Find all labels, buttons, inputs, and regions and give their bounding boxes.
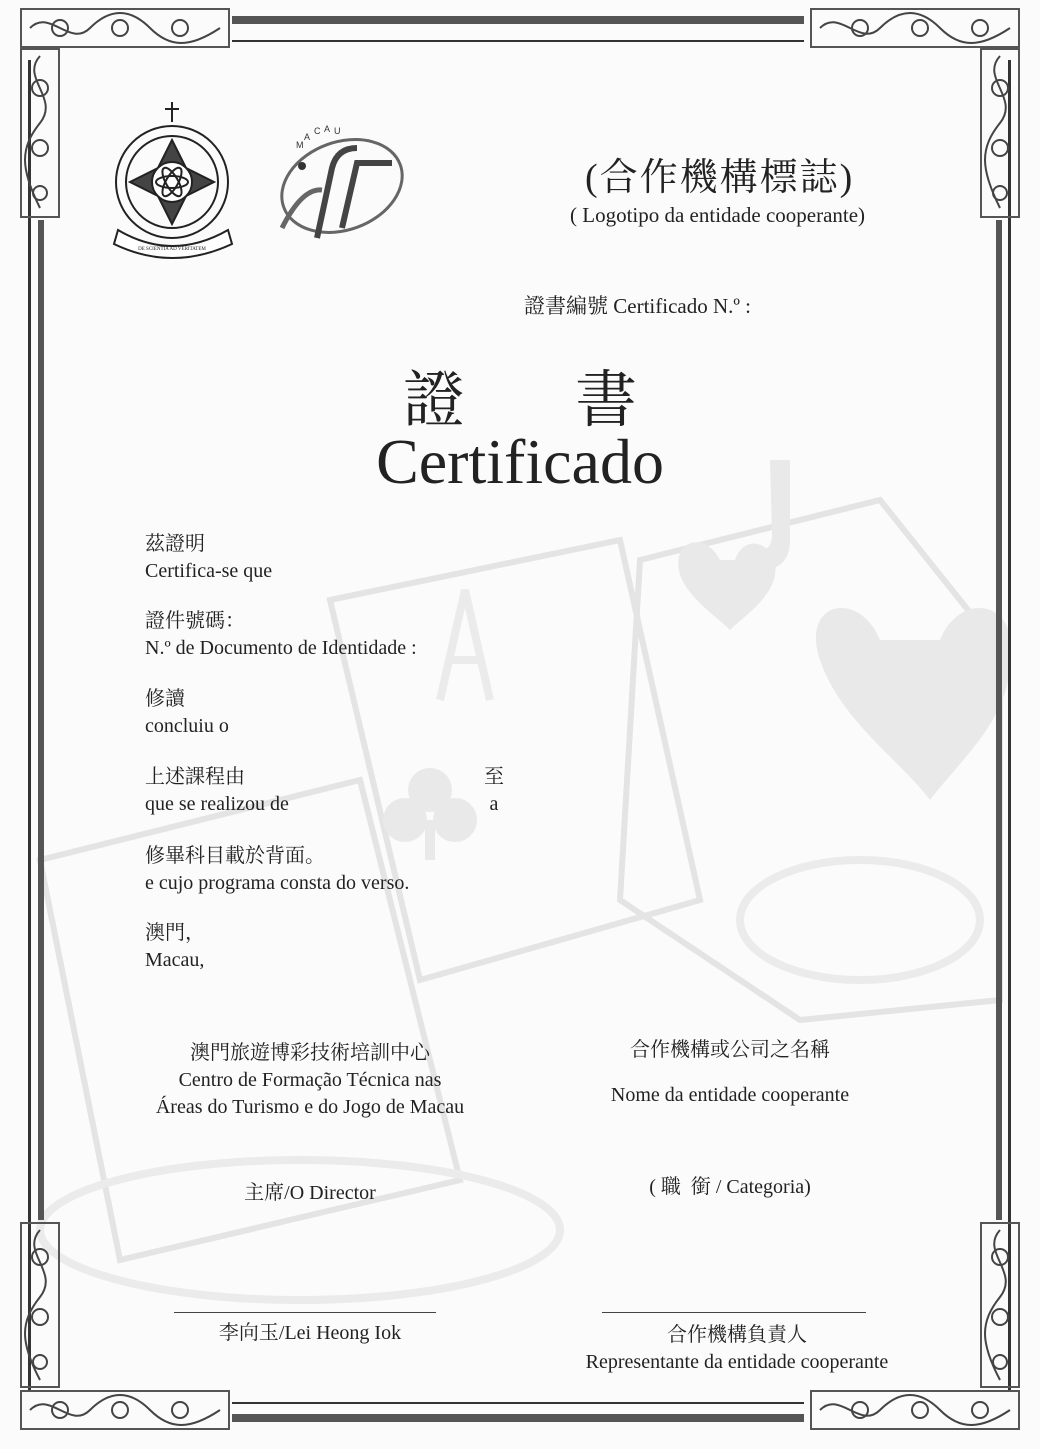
field-label-pt: e cujo programa consta do verso. [145,872,410,894]
ornament-bottom-left [20,1390,230,1430]
field-id-document [145,608,417,662]
ornament-right-bottom [980,1222,1020,1388]
field-date-from [145,764,289,818]
svg-text:U: U [334,126,341,136]
field-label-pt: Macau, [145,949,205,971]
left-signatory-role: 主席/O Director [244,1182,376,1204]
certificate-number-label: 證書編號 Certificado N.º : [524,294,751,318]
field-certify [145,531,272,585]
partner-logo-placeholder-zh: (合作機構標誌) [585,157,855,199]
partner-logo-placeholder-pt: ( Logotipo da entidade cooperante) [570,203,866,227]
partner-representative-pt: Representante da entidade cooperante [585,1351,889,1373]
field-label-zh: 修讀 [145,688,185,710]
svg-text:M: M [296,140,304,150]
left-signature-line [174,1312,436,1313]
partner-representative [537,1322,937,1376]
field-subjects-note [145,843,409,897]
field-label-zh: 修畢科目載於背面。 [145,845,325,867]
left-institution-pt-line1: Centro de Formação Técnica nas [178,1069,442,1091]
heart-shape [816,608,1011,800]
ornament-bottom-right [810,1390,1020,1430]
field-label-zh: 證件號碼： [145,610,245,632]
field-label-zh: 茲證明 [145,533,205,555]
field-course [145,686,229,740]
title-zh-char-2: 書 [575,367,638,435]
ipm-seal-logo [110,100,250,260]
left-signatory-name: 李向玉/Lei Heong Iok [218,1322,402,1344]
field-label-pt: que se realizou de [145,793,289,815]
ornament-top-right [810,8,1020,48]
svg-text:A: A [324,124,331,134]
ornament-left-top [20,48,60,218]
svg-text:C: C [314,126,321,136]
partner-category: ( 職 銜 / Categoria) [649,1176,811,1198]
seal-motto: DE SCIENTIA AD VERITATEM [138,247,206,252]
field-label-pt: concluiu o [145,715,229,737]
ift-macau-logo [262,118,412,248]
date-to-zh: 至 [484,766,504,788]
field-label-pt: Certifica-se que [145,560,273,582]
partner-name-zh: 合作機構或公司之名稱 [630,1039,830,1061]
partner-representative-zh: 合作機構負責人 [667,1324,807,1346]
left-institution-zh: 澳門旅遊博彩技術培訓中心 [190,1042,430,1064]
title-zh-char-1: 證 [402,367,465,435]
field-label-zh: 澳門， [145,922,205,944]
right-signature-line [602,1312,866,1313]
ornament-right-top [980,48,1020,218]
field-label-zh: 上述課程由 [145,766,245,788]
left-institution-pt-line2: Áreas do Turismo e do Jogo de Macau [155,1096,465,1118]
title-pt: Certificado [376,426,664,497]
field-date-to [479,764,509,818]
svg-text:A: A [304,132,311,142]
ornament-left-bottom [20,1222,60,1388]
ornament-top-left [20,8,230,48]
field-label-pt: N.º de Documento de Identidade : [145,637,417,659]
left-institution-name [110,1040,510,1121]
partner-name-pt: Nome da entidade cooperante [610,1084,850,1106]
field-place-date [145,920,205,974]
date-to-pt: a [489,793,499,815]
